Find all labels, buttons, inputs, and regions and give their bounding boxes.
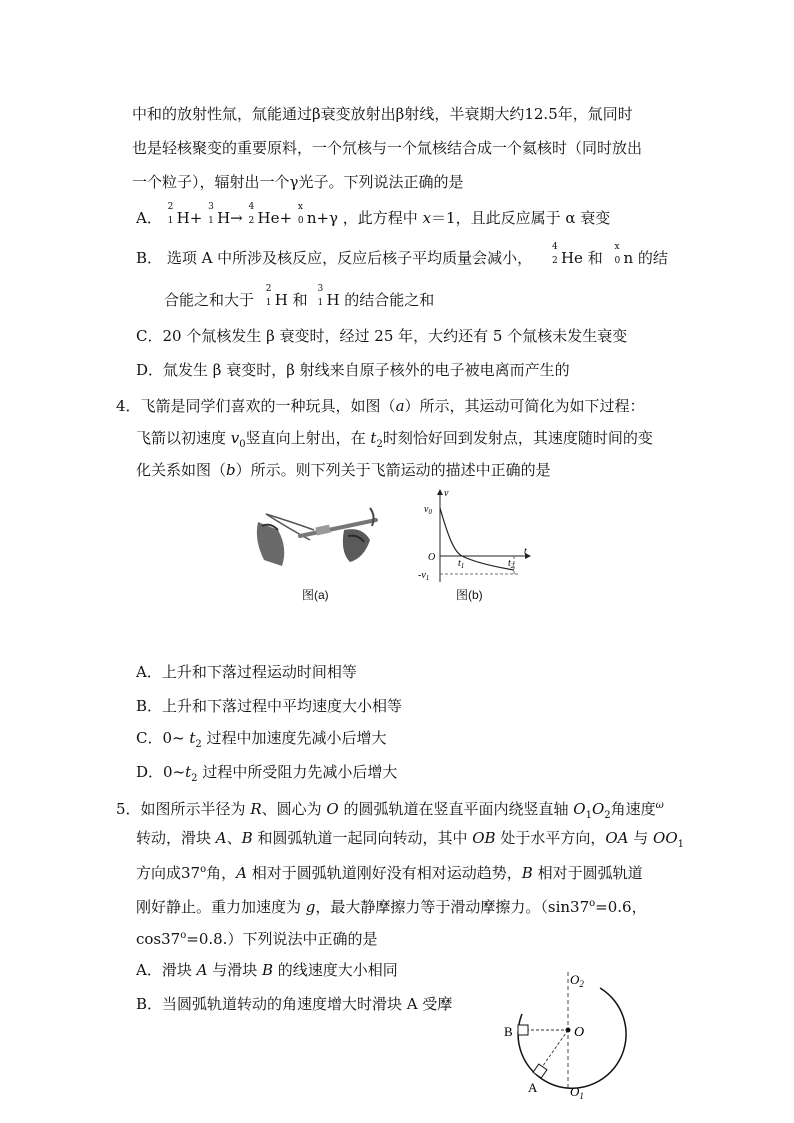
nuclide-h2: 2 1 H+ [167, 202, 203, 227]
q5-stem-line1: 5．如图所示半径为 R、圆心为 O 的圆弧轨道在竖直平面内绕竖直轴 $O_1O_2$角速度$^\omega$ [116, 800, 664, 821]
q4-option-b: B．上升和下落过程中平均速度大小相等 [136, 697, 403, 715]
q5-option-a: A．滑块 A 与滑块 B 的线速度大小相同 [136, 961, 398, 979]
q4-stem-line1: 4．飞箭是同学们喜欢的一种玩具，如图（a）所示，其运动可简化为如下过程： [116, 397, 645, 415]
q3-option-d: D．氚发生 β 衰变时，β 射线来自原子核外的电子被电离而产生的 [136, 361, 570, 379]
t2-label: $t_2$ [508, 558, 515, 570]
nuclide-neutron: x 0 n 的结 [614, 242, 668, 267]
block-a-label: A [528, 1080, 538, 1095]
q3-option-a: A． 2 1 H+ 3 1 H→ 4 2 He+ x 0 n+γ ，此方程中 x＝1，且此反应属于 α 衰变 [136, 202, 611, 227]
q3-option-b-line2: 合能之和大于 2 1 H 和 3 1 H 的结合能之和 [164, 284, 435, 309]
option-label: B． [136, 249, 163, 267]
q5-stem-line5: $\cos 37^o=0.8$.）下列说法中正确的是 [136, 930, 378, 948]
q3-intro-line3: 一个粒子），辐射出一个γ光子。下列说法正确的是 [132, 173, 464, 191]
block-a [533, 1064, 547, 1078]
minus-v1-label: $-v_1$ [418, 570, 430, 582]
nuclide-h2: 2 1 H 和 [265, 284, 308, 309]
q5-stem-line4: 刚好静止。重力加速度为 g，最大静摩擦力等于滑动摩擦力。（$\sin 37^o=0.6$， [136, 898, 647, 916]
flying-arrow-photo [252, 500, 380, 572]
option-label: A． [136, 209, 162, 227]
nuclide-h3: 3 1 H→ [208, 202, 243, 227]
q4-stem-line3: 化关系如图（b）所示。则下列关于飞箭运动的描述中正确的是 [136, 461, 551, 479]
center-o-label: O [574, 1025, 585, 1040]
caption-figure-a: 图(a) [302, 588, 329, 602]
q5-stem-line2: 转动，滑块 A、B 和圆弧轨道一起同向转动，其中 OB 处于水平方向，OA 与 $OO_1$ [136, 829, 684, 850]
v0-label: $v_0$ [424, 504, 432, 516]
question-number: 5． [116, 800, 141, 818]
question-number: 4． [116, 397, 141, 415]
q4-option-a: A．上升和下落过程运动时间相等 [136, 663, 357, 681]
center-point [566, 1028, 571, 1033]
t1-label: $t_1$ [458, 558, 465, 570]
q5-option-b: B．当圆弧轨道转动的角速度增大时滑块 A 受摩 [136, 995, 453, 1013]
velocity-time-graph [418, 486, 534, 584]
q3-option-b-line1: B． 选项 A 中所涉及核反应，反应后核子平均质量会减小， 4 2 He 和 x 0 n 的结 [136, 242, 668, 267]
q4-option-c: C．0~ $t_2$ 过程中加速度先减小后增大 [136, 729, 387, 750]
nuclide-neutron: x 0 n+γ [297, 202, 339, 227]
caption-figure-b: 图(b) [456, 588, 483, 602]
q4-stem-line2: 飞箭以初速度 $v_0$竖直向上射出，在 $t_2$时刻恰好回到发射点，其速度随时间的变 [136, 429, 653, 450]
block-b [518, 1025, 528, 1035]
q3-intro-line1: 中和的放射性氚，氚能通过β衰变放射出β射线，半衰期大约12.5年，氚同时 [132, 105, 633, 123]
q5-stem-line3: 方向成37$^o$角，A 相对于圆弧轨道刚好没有相对运动趋势，B 相对于圆弧轨道 [136, 864, 643, 882]
circular-track-diagram [500, 970, 650, 1100]
radius-oa [540, 1030, 568, 1070]
q4-option-d: D．$0\sim t_2$ 过程中所受阻力先减小后增大 [136, 763, 398, 784]
t-axis-label: t [524, 546, 527, 557]
nuclide-he4: 4 2 He+ [248, 202, 293, 227]
velocity-curve [440, 508, 514, 570]
o2-label: $O_2$ [570, 972, 584, 989]
q3-intro-line2: 也是轻核聚变的重要原料，一个氘核与一个氚核结合成一个氦核时（同时放出 [132, 139, 643, 157]
o1-label: $O_1$ [570, 1084, 584, 1100]
q3-option-c: C．20 个氚核发生 β 衰变时，经过 25 年，大约还有 5 个氚核未发生衰变 [136, 327, 628, 345]
v-axis-label: v [444, 488, 449, 499]
nuclide-h3: 3 1 H 的结合能之和 [317, 284, 435, 309]
origin-label: O [428, 552, 436, 563]
block-b-label: B [504, 1024, 513, 1039]
nuclide-he4: 4 2 He 和 [551, 242, 603, 267]
